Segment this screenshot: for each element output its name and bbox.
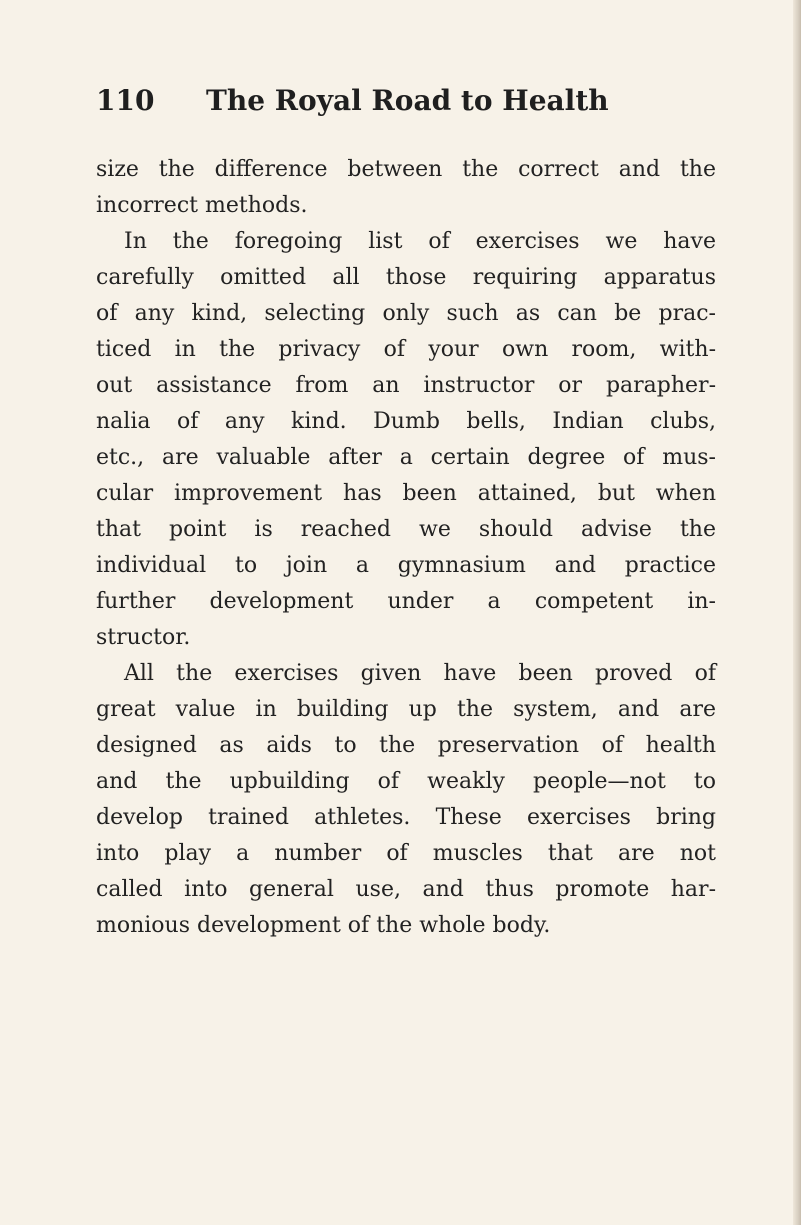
running-title: The Royal Road to Health xyxy=(206,84,609,117)
page-number: 110 xyxy=(96,84,155,117)
text-line: of any kind, selecting only such as can be prac- xyxy=(96,301,716,326)
body-text xyxy=(96,152,716,944)
text-line: incorrect methods. xyxy=(96,193,308,218)
text-line: and the upbuilding of weakly people—not to xyxy=(96,769,716,794)
text-line: out assistance from an instructor or parapher- xyxy=(96,373,716,398)
text-line: into play a number of muscles that are not xyxy=(96,841,716,866)
text-line: All the exercises given have been proved of xyxy=(124,661,716,686)
text-line: ticed in the privacy of your own room, with- xyxy=(96,337,716,362)
text-line: structor. xyxy=(96,625,191,650)
text-line: develop trained athletes. These exercises bring xyxy=(96,805,716,830)
text-line: called into general use, and thus promote har- xyxy=(96,877,716,902)
text-line: cular improvement has been attained, but when xyxy=(96,481,716,506)
text-line: carefully omitted all those requiring apparatus xyxy=(96,265,716,290)
text-line: great value in building up the system, and are xyxy=(96,697,716,722)
page-header xyxy=(96,84,736,124)
text-line: monious development of the whole body. xyxy=(96,913,551,938)
text-line: nalia of any kind. Dumb bells, Indian clubs, xyxy=(96,409,716,434)
text-line: that point is reached we should advise the xyxy=(96,517,716,542)
text-line: size the difference between the correct and the xyxy=(96,157,716,182)
page-edge xyxy=(793,0,801,1225)
text-line: further development under a competent in- xyxy=(96,589,716,614)
text-line: etc., are valuable after a certain degree of mus- xyxy=(96,445,716,470)
text-line: designed as aids to the preservation of health xyxy=(96,733,716,758)
text-line: In the foregoing list of exercises we have xyxy=(124,229,716,254)
text-line: individual to join a gymnasium and practice xyxy=(96,553,716,578)
